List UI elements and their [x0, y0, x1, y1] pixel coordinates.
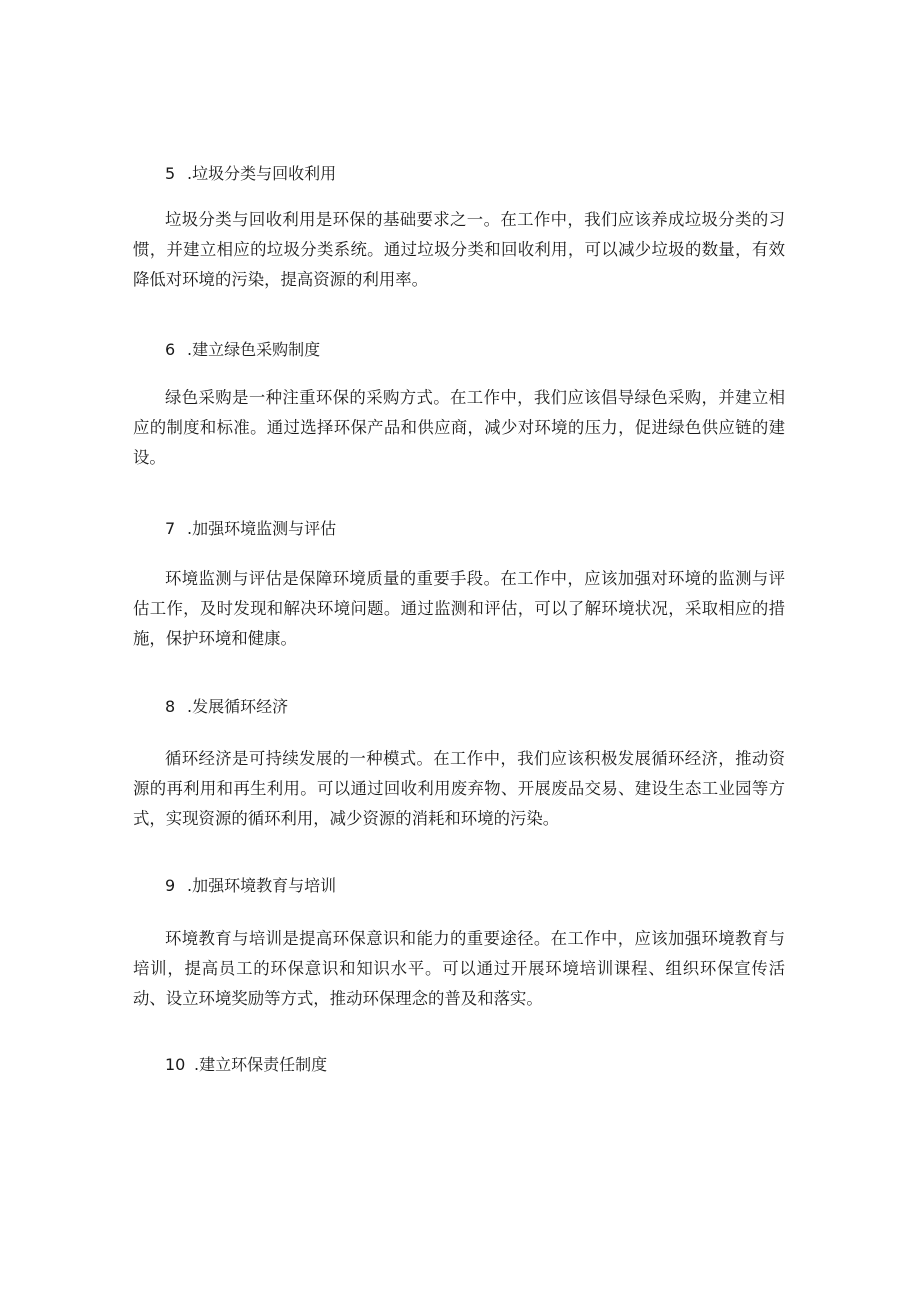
section-9-heading	[165, 876, 336, 896]
section-title: .加强环境监测与评估	[187, 519, 337, 538]
section-title: .建立绿色采购制度	[187, 340, 321, 359]
section-title: .加强环境教育与培训	[187, 876, 337, 895]
section-title: .发展循环经济	[187, 697, 289, 716]
section-6-paragraph: 绿色采购是一种注重环保的采购方式。在工作中，我们应该倡导绿色采购，并建立相应的制度和标准。通过选择环保产品和供应商，减少对环境的压力，促进绿色供应链的建设。	[133, 388, 785, 467]
section-5-heading	[165, 164, 336, 184]
section-title: .建立环保责任制度	[194, 1055, 328, 1074]
section-number: 6	[165, 340, 176, 359]
section-6-heading	[165, 340, 320, 360]
section-7-paragraph: 环境监测与评估是保障环境质量的重要手段。在工作中，应该加强对环境的监测与评估工作，及时发现和解决环境问题。通过监测和评估，可以了解环境状况，采取相应的措施，保护环境和健康。	[133, 569, 785, 648]
section-8-paragraph: 循环经济是可持续发展的一种模式。在工作中，我们应该积极发展循环经济，推动资源的再利用和再生利用。可以通过回收利用废弃物、开展废品交易、建设生态工业园等方式，实现资源的循环利用，减少资源的消耗和环境的污染。	[133, 749, 785, 828]
section-9-paragraph: 环境教育与培训是提高环保意识和能力的重要途径。在工作中，应该加强环境教育与培训，提高员工的环保意识和知识水平。可以通过开展环境培训课程、组织环保宣传活动、设立环境奖励等方式，推动环保理念的普及和落实。	[133, 929, 785, 1008]
section-10-heading	[165, 1055, 327, 1075]
section-number: 5	[165, 164, 176, 183]
section-title: .垃圾分类与回收利用	[187, 164, 337, 183]
section-number: 9	[165, 876, 176, 895]
section-5-paragraph: 垃圾分类与回收利用是环保的基础要求之一。在工作中，我们应该养成垃圾分类的习惯，并建立相应的垃圾分类系统。通过垃圾分类和回收利用，可以减少垃圾的数量，有效降低对环境的污染，提高资源的利用率。	[133, 210, 785, 289]
section-number: 7	[165, 519, 176, 538]
section-number: 10	[165, 1055, 186, 1074]
section-7-heading	[165, 519, 336, 539]
section-8-heading	[165, 697, 288, 717]
section-number: 8	[165, 697, 176, 716]
